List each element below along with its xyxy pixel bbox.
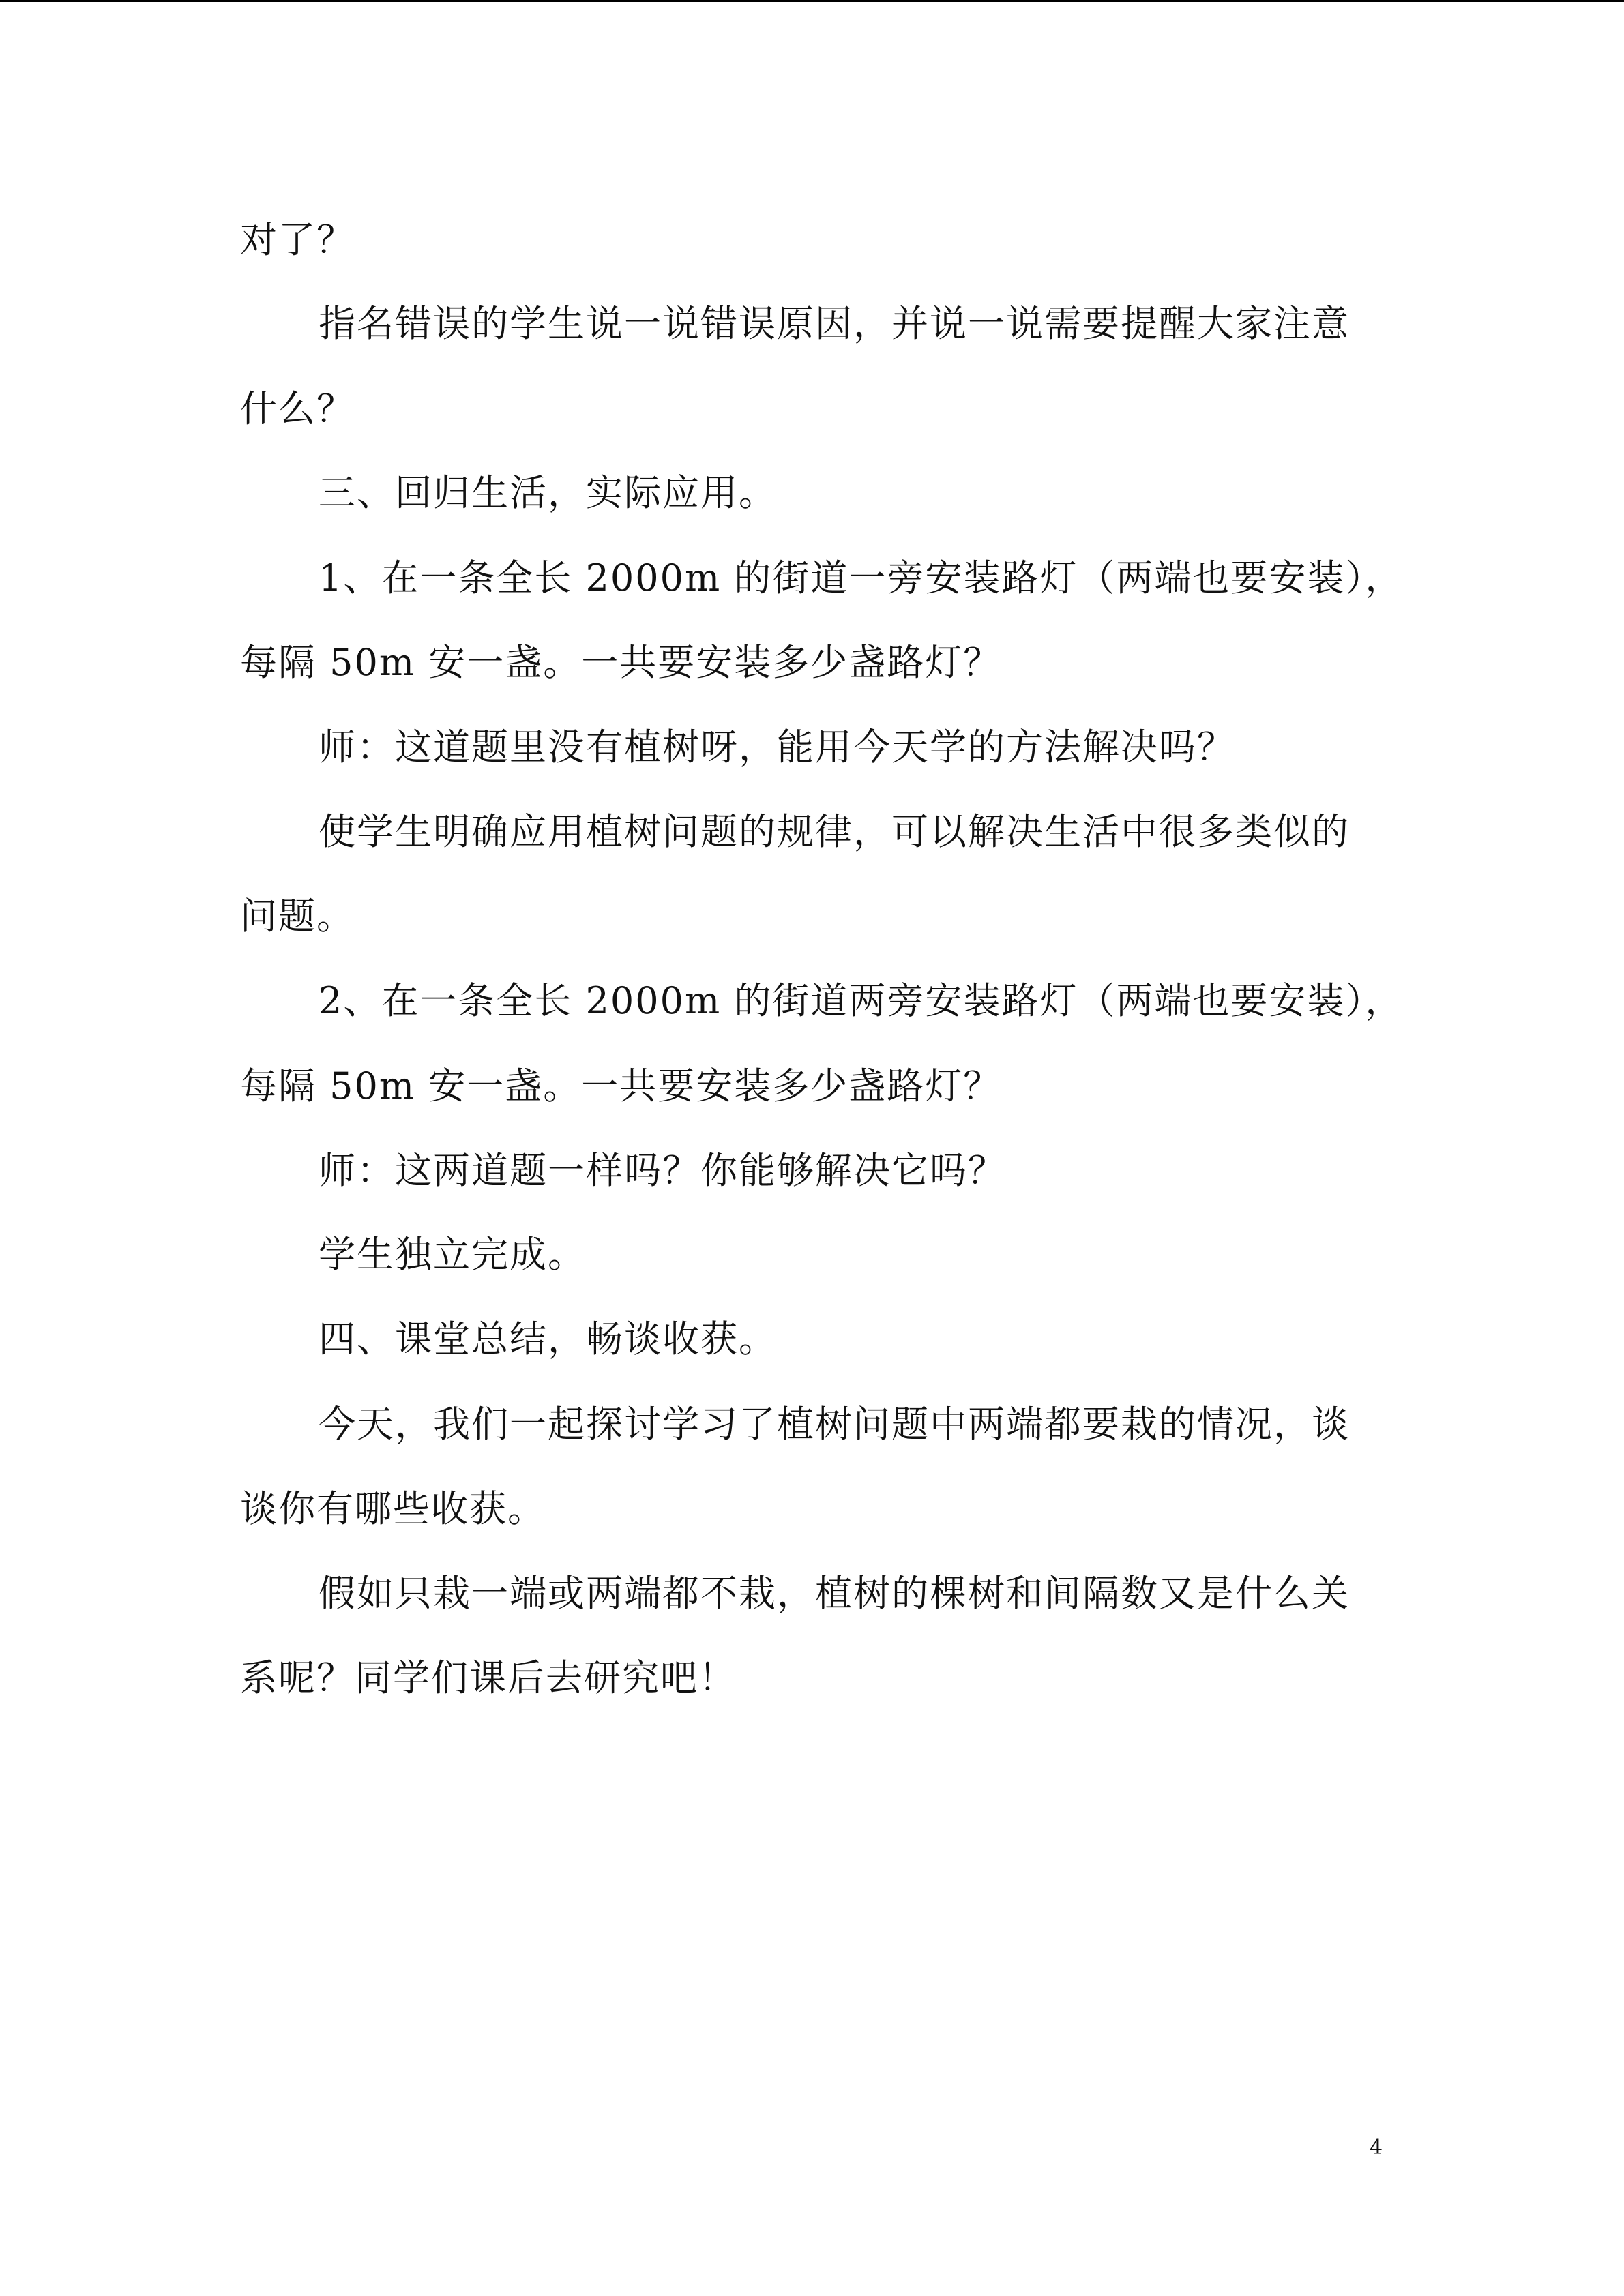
text-line: 对了？ [240, 218, 355, 261]
page-number: 4 [1370, 2136, 1383, 2160]
text-line: 使学生明确应用植树问题的规律，可以解决生活中很多类似的 [319, 810, 1350, 853]
text-line: 指名错误的学生说一说错误原因，并说一说需要提醒大家注意 [319, 302, 1350, 345]
text-line: 什么？ [240, 387, 355, 430]
text-line: 师：这两道题一样吗？你能够解决它吗？ [319, 1149, 1006, 1192]
text-line: 系呢？同学们课后去研究吧！ [240, 1656, 737, 1699]
section-heading: 三、回归生活，实际应用。 [319, 471, 777, 514]
text-line: 每隔 50m 安一盏。一共要安装多少盏路灯？ [240, 1064, 1002, 1107]
text-line: 谈你有哪些收获。 [240, 1487, 546, 1530]
text-line: 1、在一条全长 2000m 的街道一旁安装路灯（两端也要安装）， [319, 556, 1404, 599]
text-line: 师：这道题里没有植树呀，能用今天学的方法解决吗？ [319, 726, 1235, 769]
text-line: 每隔 50m 安一盏。一共要安装多少盏路灯？ [240, 641, 1002, 684]
text-line: 2、在一条全长 2000m 的街道两旁安装路灯（两端也要安装）， [319, 979, 1404, 1022]
text-line: 今天，我们一起探讨学习了植树问题中两端都要栽的情况，谈 [319, 1403, 1350, 1446]
text-line: 学生独立完成。 [319, 1233, 586, 1276]
section-heading: 四、课堂总结，畅谈收获。 [319, 1317, 777, 1360]
text-line: 假如只栽一端或两端都不栽，植树的棵树和间隔数又是什么关 [319, 1572, 1350, 1615]
text-line: 问题。 [240, 895, 355, 938]
